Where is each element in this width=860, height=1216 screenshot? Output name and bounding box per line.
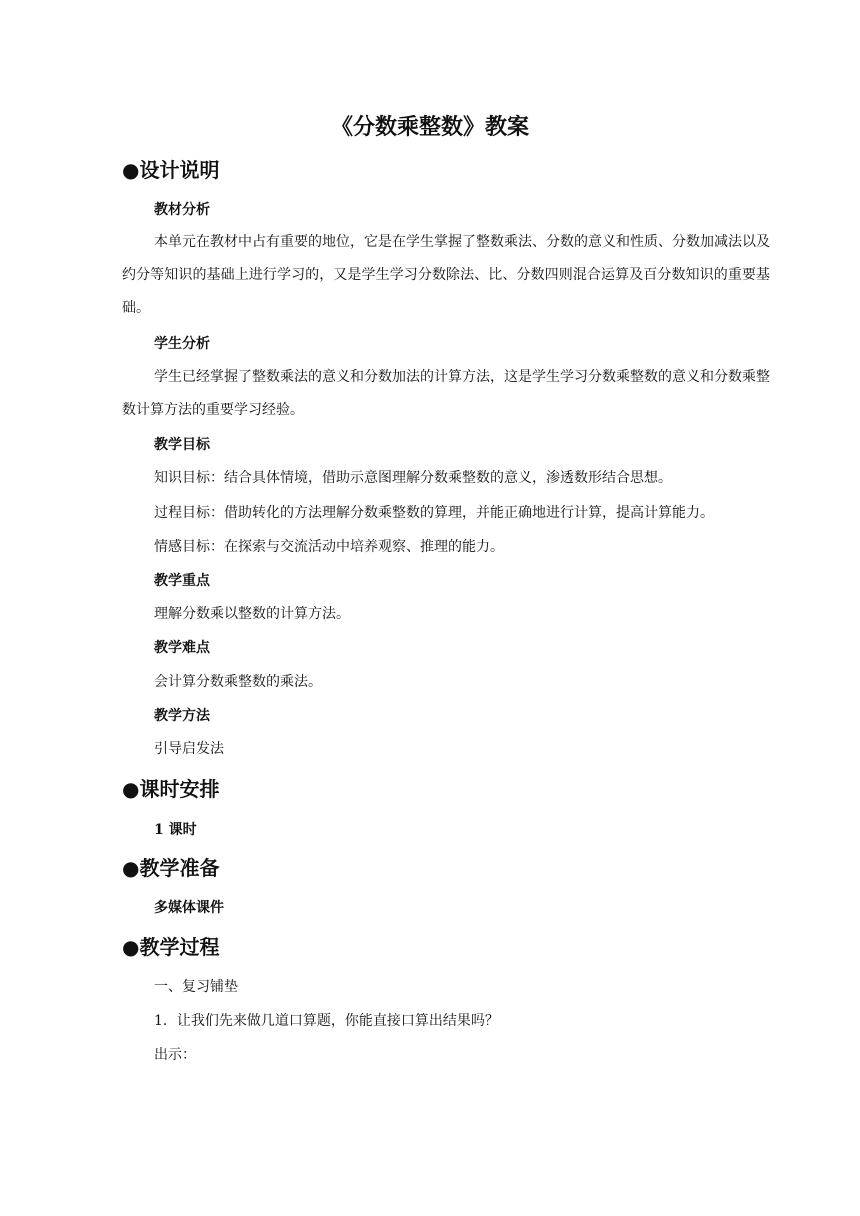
section-heading-schedule-text: 课时安排	[139, 777, 220, 801]
teaching-method-label: 教学方法	[154, 708, 210, 724]
teaching-focus-text: 理解分数乘以整数的计算方法。	[154, 606, 350, 622]
section-heading-schedule	[122, 775, 219, 803]
teaching-difficulty-label: 教学难点	[154, 640, 210, 656]
section-heading-prep-text: 教学准备	[139, 856, 220, 880]
teaching-focus-label: 教学重点	[154, 573, 210, 589]
document-title: 《分数乘整数》教案	[330, 114, 529, 140]
section-heading-prep	[122, 854, 219, 882]
bullet-icon: ●	[122, 777, 140, 801]
goal-process: 过程目标：借助转化的方法理解分数乘整数的算理，并能正确地进行计算，提高计算能力。	[154, 505, 714, 521]
student-analysis-label: 学生分析	[154, 336, 210, 352]
section-heading-process	[122, 933, 219, 961]
material-analysis-label: 教材分析	[154, 202, 210, 218]
goal-emotion: 情感目标：在探索与交流活动中培养观察、推理的能力。	[154, 539, 504, 555]
process-step-1: 一、复习铺垫	[154, 979, 238, 995]
schedule-text: 1 课时	[154, 822, 197, 838]
student-analysis-text: 学生已经掌握了整数乘法的意义和分数加法的计算方法，这是学生学习分数乘整数的意义和分数乘整数计算方法的重要学习经验。	[122, 369, 770, 418]
bullet-icon: ●	[122, 158, 140, 182]
process-show: 出示：	[154, 1047, 196, 1063]
teaching-method-text: 引导启发法	[154, 741, 224, 757]
bullet-icon: ●	[122, 856, 140, 880]
section-heading-design-text: 设计说明	[139, 158, 220, 182]
teaching-difficulty-text: 会计算分数乘整数的乘法。	[154, 674, 322, 690]
process-item-1: 1．让我们先来做几道口算题，你能直接口算出结果吗？	[154, 1013, 499, 1029]
teaching-goals-label: 教学目标	[154, 437, 210, 453]
bullet-icon: ●	[122, 935, 140, 959]
section-heading-process-text: 教学过程	[139, 935, 220, 959]
prep-text: 多媒体课件	[154, 900, 224, 916]
section-heading-design	[122, 156, 219, 184]
material-analysis-text: 本单元在教材中占有重要的地位，它是在学生掌握了整数乘法、分数的意义和性质、分数加减法以及约分等知识的基础上进行学习的，又是学生学习分数除法、比、分数四则混合运算及百分数知识的重要基础。	[122, 234, 770, 316]
goal-knowledge: 知识目标：结合具体情境，借助示意图理解分数乘整数的意义，渗透数形结合思想。	[154, 470, 672, 486]
